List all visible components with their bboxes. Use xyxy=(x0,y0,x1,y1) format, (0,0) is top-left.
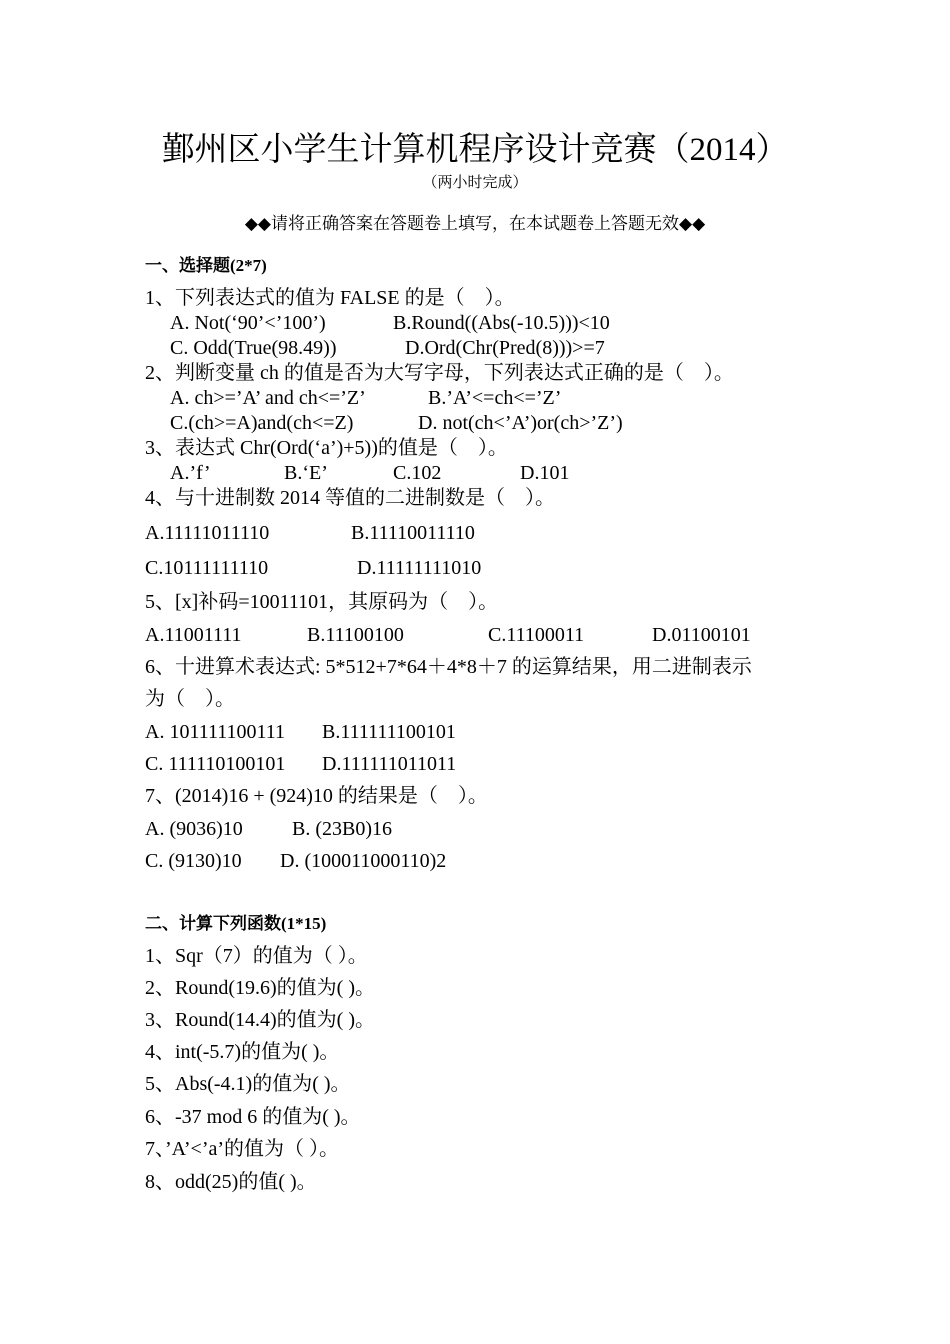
page-subtitle: （两小时完成） xyxy=(422,175,528,191)
option-d: D.Ord(Chr(Pred(8)))>=7 xyxy=(405,337,605,359)
question-stem: 5、[x]补码=10011101，其原码为（ ）。 xyxy=(145,591,499,613)
option-a: A. ch>=’A’ and ch<=’Z’ xyxy=(170,387,366,409)
option-c: C. 111110100101 xyxy=(145,753,286,775)
option-d: D.111111011011 xyxy=(322,753,457,775)
option-c: C.10111111110 xyxy=(145,557,269,579)
option-a: A.11001111 xyxy=(145,624,242,646)
answer-notice: ◆◆请将正确答案在答题卷上填写，在本试题卷上答题无效◆◆ xyxy=(244,214,706,234)
option-a: A.’f’ xyxy=(170,462,211,484)
option-c: C.102 xyxy=(393,462,442,484)
section-heading-choice: 一、选择题(2*7) xyxy=(145,256,267,275)
option-c: C.(ch>=A)and(ch<=Z) xyxy=(170,412,354,434)
list-item: 6、-37 mod 6 的值为( )。 xyxy=(145,1106,361,1128)
list-item: 8、odd(25)的值( )。 xyxy=(145,1171,317,1193)
option-d: D. (100011000110)2 xyxy=(280,850,447,872)
option-d: D. not(ch<’A’)or(ch>’Z’) xyxy=(418,412,623,434)
option-b: B.‘E’ xyxy=(284,462,328,484)
section-heading-functions: 二、计算下列函数(1*15) xyxy=(145,914,327,933)
option-b: B.Round((Abs(-10.5)))<10 xyxy=(393,312,610,334)
list-item: 2、Round(19.6)的值为( )。 xyxy=(145,977,375,999)
option-a: A. Not(‘90’<’100’) xyxy=(170,312,326,334)
list-item: 5、Abs(-4.1)的值为( )。 xyxy=(145,1073,351,1095)
question-stem: 6、十进算术表达式: 5*512+7*64＋4*8＋7 的运算结果，用二进制表示 xyxy=(145,656,752,678)
option-b: B.111111100101 xyxy=(322,721,456,743)
question-stem: 4、与十进制数 2014 等值的二进制数是（ ）。 xyxy=(145,487,555,509)
option-d: D.11111111010 xyxy=(357,557,482,579)
option-d: D.101 xyxy=(520,462,570,484)
option-b: B. (23B0)16 xyxy=(292,818,392,840)
option-c: C. Odd(True(98.49)) xyxy=(170,337,337,359)
list-item: 1、Sqr（7）的值为（ ）。 xyxy=(145,945,368,967)
option-a: A.11111011110 xyxy=(145,522,270,544)
option-d: D.01100101 xyxy=(652,624,751,646)
question-stem: 2、判断变量 ch 的值是否为大写字母，下列表达式正确的是（ ）。 xyxy=(145,362,734,384)
option-b: B.11100100 xyxy=(307,624,404,646)
option-b: B.11110011110 xyxy=(351,522,475,544)
question-stem: 3、表达式 Chr(Ord(‘a’)+5))的值是（ ）。 xyxy=(145,437,508,459)
question-stem-continued: 为（ ）。 xyxy=(145,688,235,710)
option-c: C. (9130)10 xyxy=(145,850,242,872)
option-c: C.11100011 xyxy=(488,624,585,646)
option-a: A. (9036)10 xyxy=(145,818,243,840)
page-title: 鄞州区小学生计算机程序设计竞赛（2014） xyxy=(161,132,789,168)
list-item: 4、int(-5.7)的值为( )。 xyxy=(145,1041,340,1063)
question-stem: 7、(2014)16 + (924)10 的结果是（ ）。 xyxy=(145,785,488,807)
question-stem: 1、下列表达式的值为 FALSE 的是（ ）。 xyxy=(145,287,515,309)
list-item: 3、Round(14.4)的值为( )。 xyxy=(145,1009,375,1031)
option-b: B.’A’<=ch<=’Z’ xyxy=(428,387,562,409)
list-item: 7、’A’<’a’的值为（ ）。 xyxy=(145,1138,340,1160)
option-a: A. 101111100111 xyxy=(145,721,285,743)
